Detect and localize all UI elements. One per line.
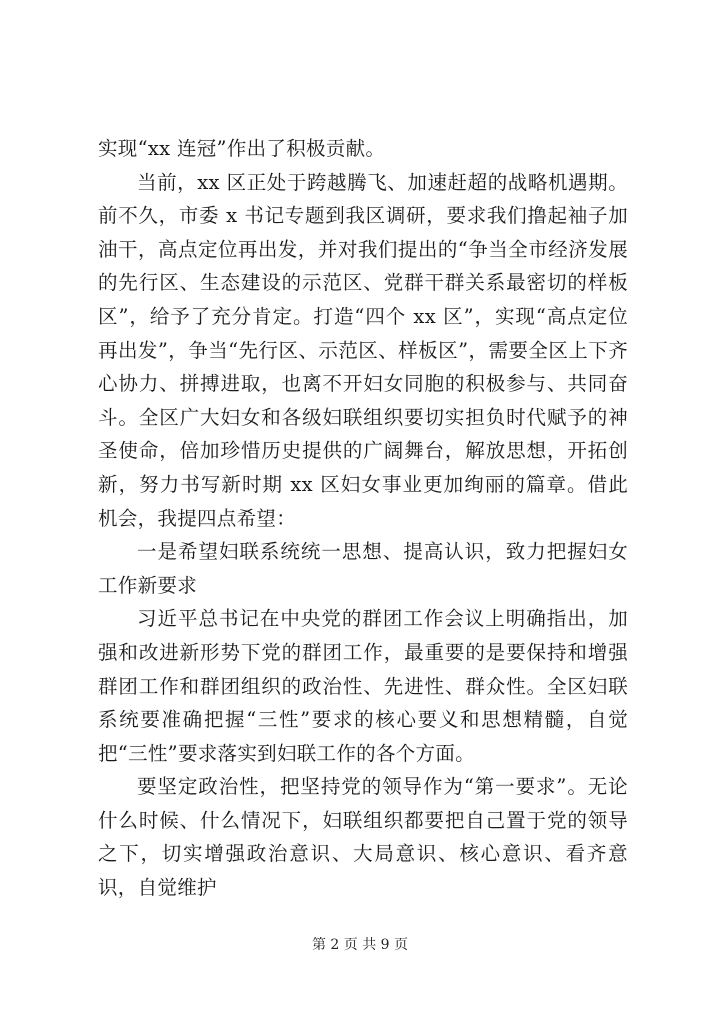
- paragraph-2: 当前，xx 区正处于跨越腾飞、加速赶超的战略机遇期。前不久，市委 x 书记专题到我区调研，要求我们撸起袖子加油干，高点定位再出发，并对我们提出的“争当全市经济发展的先行区、生态建设的示范区、党群干群关系最密切的样板区”，给予了充分肯定。打造“四个 xx 区”，实现“高点定位再出发”，争当“先行区、示范区、样板区”，需要全区上下齐心协力、拼搏进取，也离不开妇女同胞的积极参与、共同奋斗。全区广大妇女和各级妇联组织要切实担负时代赋予的神圣使命，倍加珍惜历史提供的广阔舞台，解放思想，开拓创新，努力书写新时期 xx 区妇女事业更加绚丽的篇章。借此机会，我提四点希望：: [98, 170, 628, 530]
- paragraph-1: 实现“xx 连冠”作出了积极贡献。: [98, 137, 386, 160]
- paragraph-5: 要坚定政治性，把坚持党的领导作为“第一要求”。无论什么时候、什么情况下，妇联组织都要把自己置于党的领导之下，切实增强政治意识、大局意识、核心意识、看齐意识，自觉维护: [98, 775, 628, 900]
- paragraph-4: 习近平总书记在中央党的群团工作会议上明确指出，加强和改进新形势下党的群团工作，最重要的是要保持和增强群团工作和群团组织的政治性、先进性、群众性。全区妇联系统要准确把握“三性”要求的核心要义和思想精髓，自觉把“三性”要求落实到妇联工作的各个方面。: [98, 607, 628, 765]
- page-number-footer: 第 2 页 共 9 页: [311, 937, 409, 953]
- document-body: [98, 132, 628, 905]
- paragraph-3-heading: 一是希望妇联系统统一思想、提高认识，致力把握妇女工作新要求: [98, 540, 628, 597]
